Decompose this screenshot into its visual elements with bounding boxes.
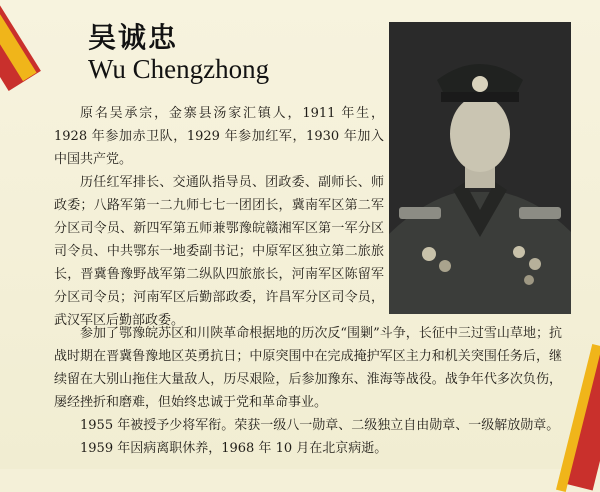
portrait-photo bbox=[389, 22, 571, 314]
bio-paragraph-1: 原名吴承宗，金寨县汤家汇镇人，1911 年生，1928 年参加赤卫队，1929 年参加红军，1930 年加入中国共产党。 bbox=[54, 106, 384, 167]
biography-bottom bbox=[54, 322, 562, 460]
bio-paragraph-3: 参加了鄂豫皖苏区和川陕革命根据地的历次反“围剿”斗争，长征中三过雪山草地；抗战时期在晋冀鲁豫地区英勇抗日；中原突围中在完成掩护军区主力和机关突围任务后，继续留在大别山拖住大量敌人，历尽艰险，后参加豫东、淮海等战役。战争年代多次负伤，屡经挫折和磨难，但始终忠诚于党和革命事业。 bbox=[54, 326, 562, 410]
bio-paragraph-5: 1959 年因病离职休养，1968 年 10 月在北京病逝。 bbox=[80, 441, 388, 456]
name-chinese: 吴诚忠 bbox=[88, 21, 179, 54]
biography-top bbox=[54, 102, 384, 332]
bio-paragraph-2: 历任红军排长、交通队指导员、团政委、副师长、师政委；八路军第一二九师七七一团团长，冀南军区第二军分区司令员、新四军第五师兼鄂豫皖赣湘军区第一军分区司令员、中共鄂东一地委副书记；中原军区独立第二旅旅长，晋冀鲁豫野战军第二纵队四旅旅长，河南军区陈留军分区司令员；河南军区后勤部政委，许昌军分区司令员，武汉军区后勤部政委。 bbox=[54, 175, 384, 328]
name-english: Wu Chengzhong bbox=[88, 54, 270, 84]
bio-paragraph-4: 1955 年被授予少将军衔。荣获一级八一勋章、二级独立自由勋章、一级解放勋章。 bbox=[80, 418, 560, 433]
